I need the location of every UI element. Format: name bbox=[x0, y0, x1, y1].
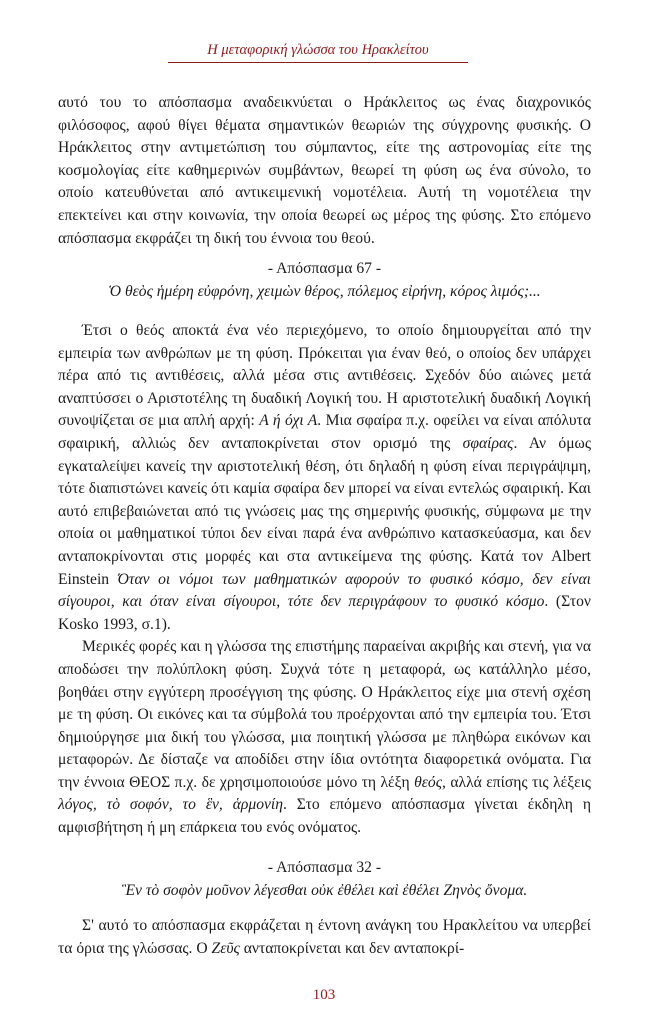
text-span: Έτσι ο θεός αποκτά ένα νέο περιεχόμενο, το οποίο δημιουργείται από την εμπειρία των ανθρώπων με τη φύση. Πρόκειται για έναν θεό, ο οποίος δεν υπάρχει πέρα από τις αντιθέσεις, αλλά μέσα στις αντιθέσεις. Σχεδόν δύο αιώνες μετά αναπτύσσει ο Αριστοτέλης τη δυαδική Λογική του. Η αριστοτελική δυαδική Λογική συνοψίζεται σε μια απλή αρχή: bbox=[58, 322, 591, 430]
fragment-32-heading: - Απόσπασμα 32 - bbox=[267, 859, 382, 876]
body-paragraph-2 bbox=[58, 636, 591, 839]
einstein-quote: Όταν οι νόμοι των μαθηματικών αφορούν το φυσικό κόσμο, δεν είναι σίγουροι, και όταν είναι σίγουροι, τότε δεν περιγράφουν το φυσικό κόσμο bbox=[58, 570, 591, 611]
text-span: . Στο επόμενο απόσπασμα γίνεται έκδηλη η αμφισβήτηση ή μη επάρκεια του ενός ονόματος. bbox=[58, 796, 591, 837]
emphasis-span: σφαίρας bbox=[462, 434, 514, 452]
page-number: 103 bbox=[312, 987, 336, 1003]
text-span: ανταποκρίνεται και δεν ανταποκρί- bbox=[239, 939, 465, 957]
main-body bbox=[58, 320, 591, 840]
body-paragraph-1 bbox=[58, 320, 591, 636]
running-title: Η μεταφορική γλώσσα του Ηρακλείτου bbox=[168, 42, 468, 63]
fragment-67-heading: - Απόσπασμα 67 - bbox=[267, 260, 382, 277]
text-span: . Αν όμως εγκαταλείψει κανείς την αριστοτελική θέση, ότι δηλαδή η φύση είναι περιγράψιμη, τότε διαπιστώνει κανείς ότι καμία σφαίρα δεν μπορεί να είναι εντελώς σφαιρική. Και αυτό επιβεβαιώνεται από τις γνώσεις μας της σημερινής φυσικής, σύμφωνα με την οποία οι μαθηματικοί τύποι δεν είναι παρά ένα ανθρώπινο κατασκεύασμα, και δεν ανταποκρίνονται στις μορφές και στα αντικείμενα της φύσης. Κατά τον Albert Einstein bbox=[58, 434, 591, 588]
intro-text: αυτό του το απόσπασμα αναδεικνύεται ο Ηράκλειτος ως ένας διαχρονικός φιλόσοφος, αφού θίγει θέματα σημαντικών θεωριών της σύγχρονης φυσικής. Ο Ηράκλειτος στην αντιμετώπιση του σύμπαντος, είτε της αστρονομίας είτε της κοσμολογίας είτε καθημερινών συμβάντων, θεωρεί τη φύση ως ένα σύνολο, το οποίο κατευθύνεται από αντικειμενική νομοτέλεια. Αυτή τη νομοτέλεια την επεκτείνει και στην κοινωνία, την οποία θεωρεί ως μέρος της φύσης. Στο επόμενο απόσπασμα εκφράζει τη δική του έννοια του θεού. bbox=[58, 94, 591, 247]
text-span: Σ' αυτό το απόσπασμα εκφράζεται η έντονη ανάγκη του Ηρακλείτου να υπερβεί τα όρια της γλώσσας. Ο bbox=[58, 917, 591, 957]
emphasis-span: θεός bbox=[414, 773, 443, 791]
text-span: . Μια σφαίρα π.χ. οφείλει να είναι απόλυτα σφαιρική, αλλιώς δεν ανταποκρίνεται στον ορισμό της bbox=[58, 412, 591, 452]
fragment-32-text: Ἓν τὸ σοφὸν μοῦνον λέγεσθαι οὐκ ἐθέλει καὶ ἐθέλει Ζηνὸς ὄνομα. bbox=[121, 882, 528, 899]
fragment-67-text: Ὁ θεὸς ἡμέρη εὐφρόνη, χειμὼν θέρος, πόλεμος εἰρήνη, κόρος λιμός;... bbox=[108, 283, 541, 300]
emphasis-span: λόγος, τὸ σοφόν, το ἓν, ἁρμονίη bbox=[58, 796, 283, 814]
closing-text bbox=[58, 915, 591, 960]
text-span: , αλλά επίσης τις λέξεις bbox=[442, 773, 591, 791]
emphasis-span: Α ή όχι Α bbox=[259, 412, 318, 430]
emphasis-span: Ζεῦς bbox=[211, 939, 240, 957]
text-span: Μερικές φορές και η γλώσσα της επιστήμης παραείναι ακριβής και στενή, για να αποδώσει την πολύπλοκη φύση. Συχνά τότε η μεταφορά, ως κατάλληλο μέσο, βοηθάει στην εγγύτερη προσέγγιση της φύσης. Ο Ηράκλειτος είχε μια στενή σχέση με τη φύση. Οι εικόνες και τα σύμβολά του προέρχονται από την εμπειρία του. Έτσι δημιούργησε μια δική του γλώσσα, μια ποιητική γλώσσα με πληθώρα εικόνων και μεταφορών. Δε δίσταζε να αποδίδει στην ίδια οντότητα διαφορετικά ονόματα. Για την έννοια ΘΕΟΣ π.χ. δε χρησιμοποιούσε μόνο τη λέξη bbox=[58, 638, 591, 791]
text-span: . (Στον Kosko 1993, σ.1). bbox=[58, 593, 591, 633]
intro-paragraph bbox=[58, 92, 591, 250]
closing-paragraph bbox=[58, 915, 591, 960]
